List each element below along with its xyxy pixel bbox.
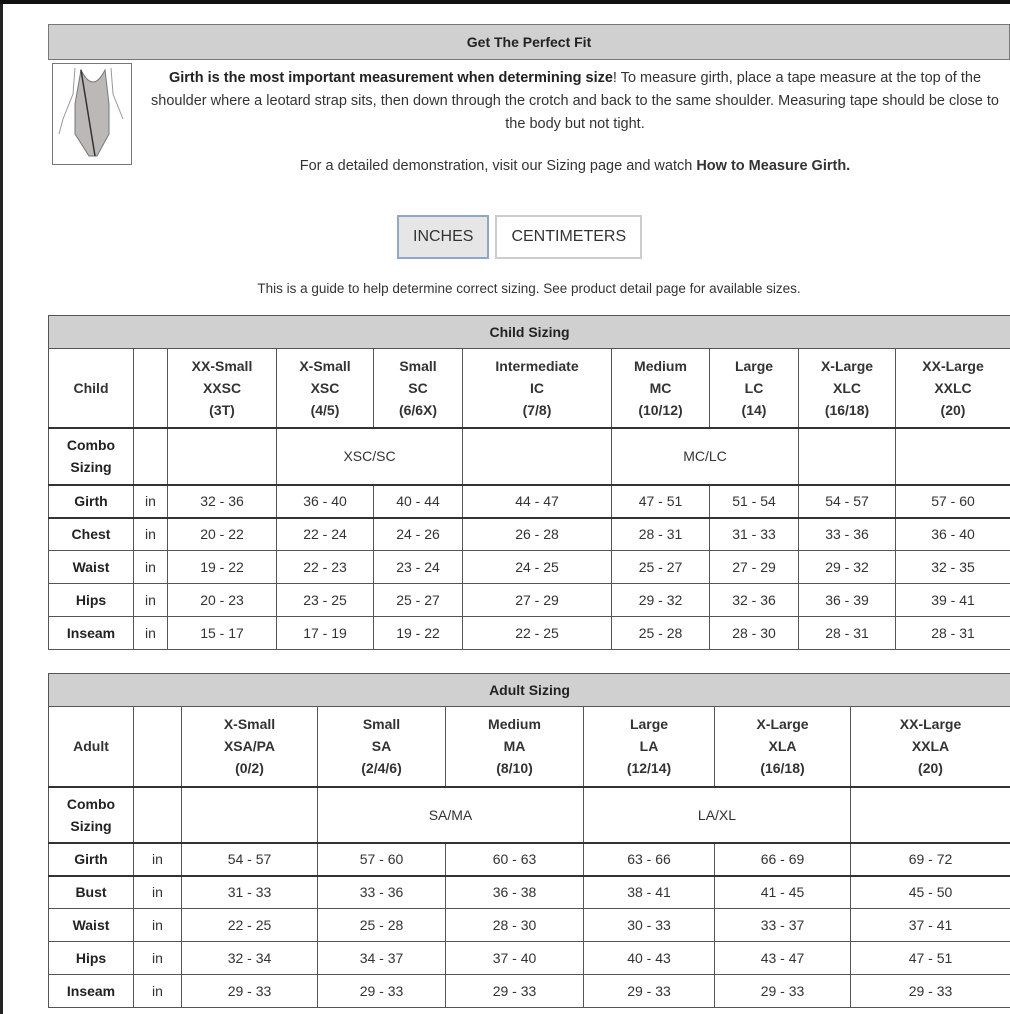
measurement-value: 23 - 24 — [374, 551, 463, 584]
size-header — [584, 707, 715, 787]
measurement-value: 37 - 41 — [851, 909, 1010, 942]
fit-heading: Get The Perfect Fit — [48, 24, 1010, 60]
measurement-value: 57 - 60 — [318, 843, 446, 876]
measurement-value: 28 - 31 — [799, 617, 896, 650]
measurement-value: 28 - 31 — [612, 518, 710, 551]
unit-cell: in — [134, 975, 182, 1008]
size-header-line: XSC — [277, 377, 373, 399]
measurement-value: 36 - 39 — [799, 584, 896, 617]
measurement-value: 34 - 37 — [318, 942, 446, 975]
measurement-label: Inseam — [49, 975, 134, 1008]
size-header — [896, 349, 1010, 428]
combo-cell: MC/LC — [612, 428, 799, 485]
size-header — [799, 349, 896, 428]
inches-button[interactable]: INCHES — [397, 215, 489, 259]
size-header-line: XX-Large — [851, 713, 1010, 735]
measurement-value: 28 - 30 — [446, 909, 584, 942]
measurement-value: 33 - 36 — [799, 518, 896, 551]
corner-label: Adult — [49, 707, 134, 787]
measurement-value: 30 - 33 — [584, 909, 715, 942]
measurement-value: 60 - 63 — [446, 843, 584, 876]
child-sizing-table — [48, 315, 1010, 650]
measurement-value: 22 - 24 — [277, 518, 374, 551]
measurement-value: 29 - 33 — [584, 975, 715, 1008]
size-header-line: X-Small — [277, 355, 373, 377]
size-header — [612, 349, 710, 428]
size-header-line: Medium — [612, 355, 709, 377]
combo-cell — [896, 428, 1010, 485]
table-row — [49, 909, 1010, 942]
table-row — [49, 551, 1010, 584]
size-header — [182, 707, 318, 787]
measurement-label: Bust — [49, 876, 134, 909]
table-row — [49, 584, 1010, 617]
measurement-value: 29 - 32 — [799, 551, 896, 584]
corner-label: Child — [49, 349, 134, 428]
measurement-value: 22 - 23 — [277, 551, 374, 584]
size-header-line: XLA — [715, 735, 850, 757]
measurement-value: 28 - 30 — [710, 617, 799, 650]
combo-cell — [799, 428, 896, 485]
unit-header — [134, 349, 168, 428]
measurement-value: 36 - 38 — [446, 876, 584, 909]
size-header-line: LA — [584, 735, 714, 757]
measurement-value: 17 - 19 — [277, 617, 374, 650]
window-edge — [0, 4, 3, 1014]
table-title: Adult Sizing — [49, 674, 1010, 707]
size-header — [374, 349, 463, 428]
measurement-value: 27 - 29 — [463, 584, 612, 617]
table-title: Child Sizing — [49, 316, 1010, 349]
unit-toggle — [397, 215, 642, 259]
size-header-line: IC — [463, 377, 611, 399]
table-row — [49, 843, 1010, 876]
unit-cell: in — [134, 909, 182, 942]
measurement-label: Waist — [49, 551, 134, 584]
size-header-line: SA — [318, 735, 445, 757]
size-header — [277, 349, 374, 428]
size-header-row — [49, 349, 1010, 428]
size-header-line: (10/12) — [612, 399, 709, 421]
size-header-line: XXLC — [896, 377, 1010, 399]
measurement-label: Waist — [49, 909, 134, 942]
centimeters-button[interactable]: CENTIMETERS — [495, 215, 642, 259]
measurement-value: 33 - 36 — [318, 876, 446, 909]
measurement-value: 24 - 26 — [374, 518, 463, 551]
measurement-value: 19 - 22 — [168, 551, 277, 584]
measurement-value: 29 - 33 — [182, 975, 318, 1008]
measurement-value: 29 - 33 — [851, 975, 1010, 1008]
unit-cell: in — [134, 485, 168, 518]
measurement-value: 31 - 33 — [182, 876, 318, 909]
size-header-line: (8/10) — [446, 757, 583, 779]
combo-cell — [463, 428, 612, 485]
girth-emphasis: Girth is the most important measurement when determining size — [169, 70, 613, 86]
size-header-line: Medium — [446, 713, 583, 735]
size-header-line: XXSC — [168, 377, 276, 399]
table-row — [49, 942, 1010, 975]
measurement-value: 41 - 45 — [715, 876, 851, 909]
girth-instructions — [140, 67, 1010, 136]
table-row — [49, 876, 1010, 909]
measurement-value: 54 - 57 — [182, 843, 318, 876]
measurement-value: 63 - 66 — [584, 843, 715, 876]
size-header-line: XLC — [799, 377, 895, 399]
size-header-line: Small — [318, 713, 445, 735]
size-header-row — [49, 707, 1010, 787]
size-header-line: Large — [710, 355, 798, 377]
measurement-value: 39 - 41 — [896, 584, 1010, 617]
measurement-value: 22 - 25 — [463, 617, 612, 650]
measurement-value: 54 - 57 — [799, 485, 896, 518]
size-header — [851, 707, 1010, 787]
measurement-value: 69 - 72 — [851, 843, 1010, 876]
size-header-line: (12/14) — [584, 757, 714, 779]
unit-cell: in — [134, 843, 182, 876]
combo-label-line: Combo — [49, 434, 133, 456]
size-header-line: (6/6X) — [374, 399, 462, 421]
measurement-value: 24 - 25 — [463, 551, 612, 584]
unit-cell: in — [134, 584, 168, 617]
unit-cell: in — [134, 518, 168, 551]
unit-cell: in — [134, 551, 168, 584]
table-row — [49, 975, 1010, 1008]
size-header-line: SC — [374, 377, 462, 399]
combo-label-line: Sizing — [49, 456, 133, 478]
size-header-line: LC — [710, 377, 798, 399]
measurement-value: 25 - 28 — [612, 617, 710, 650]
size-header-line: (20) — [851, 757, 1010, 779]
measurement-value: 29 - 33 — [715, 975, 851, 1008]
measurement-value: 45 - 50 — [851, 876, 1010, 909]
size-header — [318, 707, 446, 787]
table-row — [49, 485, 1010, 518]
unit-cell: in — [134, 942, 182, 975]
combo-label-line: Sizing — [49, 815, 133, 837]
size-header-line: XXLA — [851, 735, 1010, 757]
measurement-value: 32 - 35 — [896, 551, 1010, 584]
measurement-value: 29 - 33 — [446, 975, 584, 1008]
measurement-value: 37 - 40 — [446, 942, 584, 975]
size-header-line: (16/18) — [715, 757, 850, 779]
how-to-measure-girth-link[interactable]: How to Measure Girth. — [696, 158, 850, 174]
measurement-value: 47 - 51 — [851, 942, 1010, 975]
measurement-label: Girth — [49, 843, 134, 876]
measurement-value: 36 - 40 — [277, 485, 374, 518]
unit-cell — [134, 428, 168, 485]
size-header-line: (7/8) — [463, 399, 611, 421]
measurement-value: 29 - 32 — [612, 584, 710, 617]
size-header-line: (0/2) — [182, 757, 317, 779]
measurement-value: 66 - 69 — [715, 843, 851, 876]
measurement-value: 33 - 37 — [715, 909, 851, 942]
measurement-value: 36 - 40 — [896, 518, 1010, 551]
size-header-line: (20) — [896, 399, 1010, 421]
size-header-line: (14) — [710, 399, 798, 421]
measurement-value: 57 - 60 — [896, 485, 1010, 518]
measurement-value: 51 - 54 — [710, 485, 799, 518]
size-header-line: (3T) — [168, 399, 276, 421]
adult-sizing-table — [48, 673, 1010, 1008]
measurement-value: 32 - 36 — [710, 584, 799, 617]
combo-cell — [182, 787, 318, 843]
measurement-value: 40 - 43 — [584, 942, 715, 975]
measurement-value: 44 - 47 — [463, 485, 612, 518]
measurement-label: Chest — [49, 518, 134, 551]
size-header-line: Large — [584, 713, 714, 735]
unit-cell: in — [134, 617, 168, 650]
combo-cell — [168, 428, 277, 485]
size-header-line: (2/4/6) — [318, 757, 445, 779]
combo-sizing-label — [49, 787, 134, 843]
combo-sizing-label — [49, 428, 134, 485]
unit-cell — [134, 787, 182, 843]
measurement-label: Girth — [49, 485, 134, 518]
sizing-guide-note: This is a guide to help determine correct sizing. See product detail page for available sizes. — [48, 281, 1010, 296]
combo-sizing-row — [49, 787, 1010, 843]
measurement-value: 43 - 47 — [715, 942, 851, 975]
measurement-label: Hips — [49, 942, 134, 975]
combo-cell: LA/XL — [584, 787, 851, 843]
size-header-line: X-Large — [715, 713, 850, 735]
combo-cell: SA/MA — [318, 787, 584, 843]
size-header-line: X-Large — [799, 355, 895, 377]
measurement-value: 26 - 28 — [463, 518, 612, 551]
measurement-label: Hips — [49, 584, 134, 617]
measurement-value: 25 - 27 — [374, 584, 463, 617]
table-title-row — [49, 316, 1010, 349]
size-header — [446, 707, 584, 787]
measurement-value: 40 - 44 — [374, 485, 463, 518]
size-header-line: MA — [446, 735, 583, 757]
size-header — [710, 349, 799, 428]
girth-instructions-text: ! To measure girth, place a tape measure at the top of the shoulder where a leotard strap sits, then down through the crotch and back to the same shoulder. Measuring tape should be close to the body but not tight. — [151, 70, 999, 132]
measurement-label: Inseam — [49, 617, 134, 650]
measurement-value: 25 - 27 — [612, 551, 710, 584]
size-header-line: XSA/PA — [182, 735, 317, 757]
measurement-value: 22 - 25 — [182, 909, 318, 942]
measurement-value: 20 - 23 — [168, 584, 277, 617]
demo-text: For a detailed demonstration, visit our Sizing page and watch — [300, 158, 697, 174]
measurement-value: 47 - 51 — [612, 485, 710, 518]
unit-cell: in — [134, 876, 182, 909]
measurement-value: 29 - 33 — [318, 975, 446, 1008]
size-header — [168, 349, 277, 428]
size-header-line: XX-Small — [168, 355, 276, 377]
size-header-line: Small — [374, 355, 462, 377]
combo-cell — [851, 787, 1010, 843]
measurement-value: 23 - 25 — [277, 584, 374, 617]
measurement-value: 15 - 17 — [168, 617, 277, 650]
measurement-value: 25 - 28 — [318, 909, 446, 942]
size-header-line: X-Small — [182, 713, 317, 735]
size-header-line: Intermediate — [463, 355, 611, 377]
measurement-value: 20 - 22 — [168, 518, 277, 551]
size-header-line: XX-Large — [896, 355, 1010, 377]
measurement-value: 27 - 29 — [710, 551, 799, 584]
combo-label-line: Combo — [49, 793, 133, 815]
measurement-value: 31 - 33 — [710, 518, 799, 551]
measurement-value: 32 - 34 — [182, 942, 318, 975]
demo-note — [140, 158, 1010, 174]
size-header — [463, 349, 612, 428]
measurement-value: 28 - 31 — [896, 617, 1010, 650]
unit-header — [134, 707, 182, 787]
size-header-line: (16/18) — [799, 399, 895, 421]
measurement-value: 38 - 41 — [584, 876, 715, 909]
table-row — [49, 518, 1010, 551]
combo-sizing-row — [49, 428, 1010, 485]
combo-cell: XSC/SC — [277, 428, 463, 485]
table-title-row — [49, 674, 1010, 707]
size-header-line: MC — [612, 377, 709, 399]
size-header-line: (4/5) — [277, 399, 373, 421]
leotard-girth-illustration — [52, 63, 132, 165]
measurement-value: 32 - 36 — [168, 485, 277, 518]
size-header — [715, 707, 851, 787]
table-row — [49, 617, 1010, 650]
measurement-value: 19 - 22 — [374, 617, 463, 650]
